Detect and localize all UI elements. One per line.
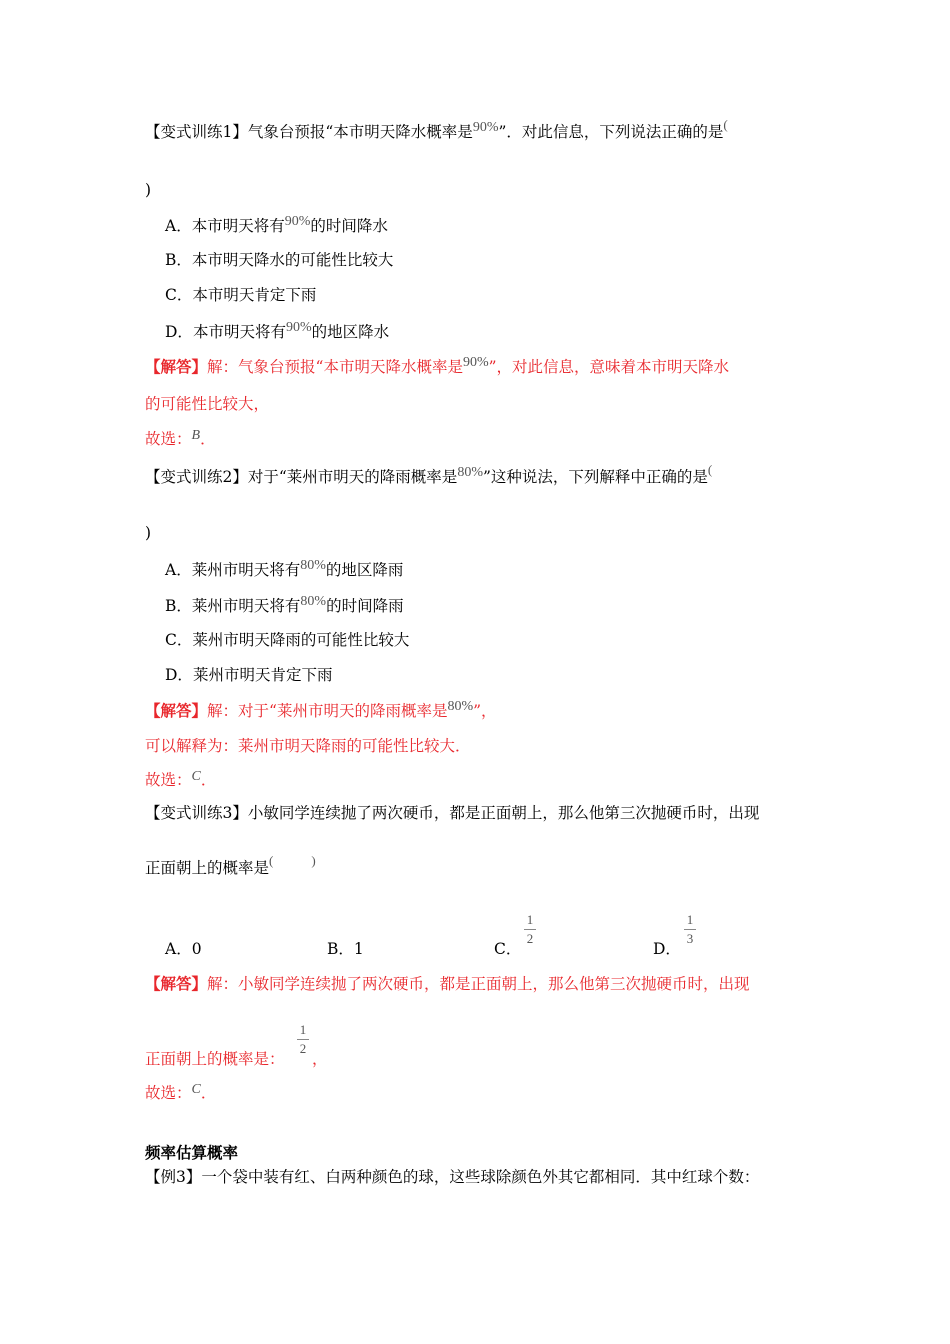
q3-option-c-denominator: 2 — [526, 931, 534, 946]
q2-answer-text-b: ”， — [473, 702, 497, 720]
q1-answer-text-b: ”，对此信息，意味着本市明天降水 — [488, 358, 730, 376]
fraction-bar — [684, 929, 696, 930]
q3-choice-prefix: 故选： — [145, 1084, 192, 1102]
q1-choice-letter: B — [191, 428, 201, 443]
q3-option-c-letter: C． — [494, 940, 522, 958]
q2-choice-prefix: 故选： — [145, 771, 192, 789]
q2-option-c-text: 莱州市明天降雨的可能性比较大 — [192, 631, 410, 649]
q1-stem-text-a: 气象台预报“本市明天降水概率是 — [247, 123, 473, 141]
q3-option-d-numerator: 1 — [686, 912, 694, 927]
q3-answer-numerator: 1 — [299, 1022, 307, 1037]
fraction-bar — [524, 929, 536, 930]
q1-stem-percent: 90% — [472, 120, 499, 135]
q1-answer-percent: 90% — [462, 355, 489, 370]
q2-option-d — [165, 665, 332, 685]
q2-option-b-letter: B． — [165, 597, 192, 615]
q3-option-c-fraction — [524, 913, 536, 946]
q3-answer — [145, 974, 750, 994]
q1-option-b — [165, 250, 393, 270]
q3-choice-letter: C — [191, 1082, 201, 1097]
q1-option-c-letter: C． — [165, 286, 193, 304]
q1-choice-prefix: 故选： — [145, 430, 192, 448]
q2-choice-letter: C — [191, 769, 201, 784]
q2-paren-open: ( — [707, 462, 713, 477]
q1-answer-text-a: 解：气象台预报“本市明天降水概率是 — [207, 358, 463, 376]
q3-option-a — [165, 939, 202, 959]
q2-answer-text-a: 解：对于“莱州市明天的降雨概率是 — [207, 702, 448, 720]
q1-option-a-letter: A． — [165, 217, 192, 235]
q3-stem-line2-text: 正面朝上的概率是 — [145, 859, 270, 877]
q2-option-b-text-a: 莱州市明天将有 — [191, 597, 301, 615]
q1-answer-label: 【解答】 — [145, 357, 208, 376]
q3-option-c-numerator: 1 — [526, 912, 534, 927]
q3-option-d-denominator: 3 — [686, 931, 694, 946]
q2-option-a-text-b: 的地区降雨 — [325, 561, 404, 579]
q3-option-d-letter: D． — [653, 940, 681, 958]
q3-option-b-letter: B． — [327, 940, 354, 958]
q1-option-b-letter: B． — [165, 251, 192, 269]
q2-option-a — [165, 560, 403, 582]
q1-paren-open: ( — [723, 117, 728, 132]
q3-option-d-fraction — [684, 913, 696, 946]
example3-text: 一个袋中装有红、白两种颜色的球，这些球除颜色外其它都相同．其中红球个数： — [201, 1168, 760, 1186]
q3-answer-line2: 正面朝上的概率是： — [145, 1050, 285, 1068]
q3-answer-text: 解：小敏同学连续抛了两次硬币，都是正面朝上，那么他第三次抛硬币时，出现 — [207, 975, 750, 993]
q1-paren-close: ) — [145, 181, 152, 199]
q3-answer-label: 【解答】 — [145, 974, 208, 993]
q3-stem-text: 小敏同学连续抛了两次硬币，都是正面朝上，那么他第三次抛硬币时，出现 — [247, 804, 760, 822]
q1-answer — [145, 357, 729, 379]
q2-stem-percent: 80% — [457, 465, 483, 480]
q3-option-b-text: 1 — [353, 940, 364, 958]
q1-answer-line2: 的可能性比较大， — [145, 395, 270, 413]
example3-stem — [145, 1167, 759, 1187]
q3-paren-close: ) — [311, 853, 316, 868]
q2-label: 【变式训练2】 — [145, 468, 248, 486]
q1-option-c — [165, 285, 316, 305]
fraction-bar — [297, 1039, 309, 1040]
q3-option-b — [327, 939, 364, 959]
q2-answer-label: 【解答】 — [145, 701, 208, 720]
q2-option-b — [165, 596, 404, 618]
q2-option-a-letter: A． — [165, 561, 192, 579]
q3-option-a-text: 0 — [191, 940, 202, 958]
q1-option-a — [165, 216, 388, 238]
q3-choice — [145, 1083, 216, 1105]
q2-option-c-letter: C． — [165, 631, 193, 649]
q3-choice-suffix: ． — [200, 1084, 217, 1102]
q1-option-d — [165, 322, 389, 344]
q3-answer-suffix: ， — [312, 1050, 328, 1068]
q3-answer-denominator: 2 — [299, 1041, 307, 1056]
q3-label: 【变式训练3】 — [145, 804, 248, 822]
q3-option-a-letter: A． — [165, 940, 192, 958]
q2-choice — [145, 770, 216, 792]
q2-stem — [145, 462, 713, 489]
q2-option-d-letter: D． — [165, 666, 193, 684]
example3-label: 【例3】 — [145, 1168, 202, 1186]
q1-option-a-percent: 90% — [284, 214, 311, 229]
q1-option-d-letter: D． — [165, 323, 193, 341]
q2-option-b-percent: 80% — [300, 594, 327, 609]
q1-stem-text-b: ”．对此信息，下列说法正确的是 — [498, 123, 724, 141]
q2-stem-text-a: 对于“莱州市明天的降雨概率是 — [247, 468, 458, 486]
q3-paren-open: ( — [269, 853, 274, 868]
q2-answer-line2: 可以解释为：莱州市明天降雨的可能性比较大． — [145, 737, 471, 755]
q1-choice — [145, 429, 216, 451]
q2-choice-suffix: ． — [200, 771, 217, 789]
q1-label: 【变式训练1】 — [145, 123, 248, 141]
q1-choice-suffix: ． — [200, 430, 216, 448]
q1-option-a-text-a: 本市明天将有 — [191, 217, 285, 235]
q2-option-a-text-a: 莱州市明天将有 — [191, 561, 301, 579]
q1-option-d-text-a: 本市明天将有 — [192, 323, 286, 341]
q1-option-c-text: 本市明天肯定下雨 — [192, 286, 317, 304]
q2-option-d-text: 莱州市明天肯定下雨 — [192, 666, 333, 684]
q3-answer-fraction — [297, 1023, 309, 1056]
q2-answer-percent: 80% — [447, 699, 474, 714]
q1-option-d-percent: 90% — [285, 320, 312, 335]
q2-stem-text-b: ”这种说法，下列解释中正确的是 — [482, 468, 708, 486]
q2-answer — [145, 701, 497, 723]
q3-stem — [145, 803, 759, 823]
section-heading: 频率估算概率 — [145, 1143, 239, 1162]
q2-option-c — [165, 630, 409, 650]
q2-option-a-percent: 80% — [300, 558, 326, 573]
q3-stem-line2 — [145, 853, 316, 879]
q1-option-b-text: 本市明天降水的可能性比较大 — [191, 251, 394, 269]
q2-paren-close: ) — [145, 524, 152, 542]
q1-stem — [145, 117, 728, 144]
q1-option-a-text-b: 的时间降水 — [310, 217, 388, 235]
q2-option-b-text-b: 的时间降雨 — [326, 597, 404, 615]
q1-option-d-text-b: 的地区降水 — [311, 323, 390, 341]
